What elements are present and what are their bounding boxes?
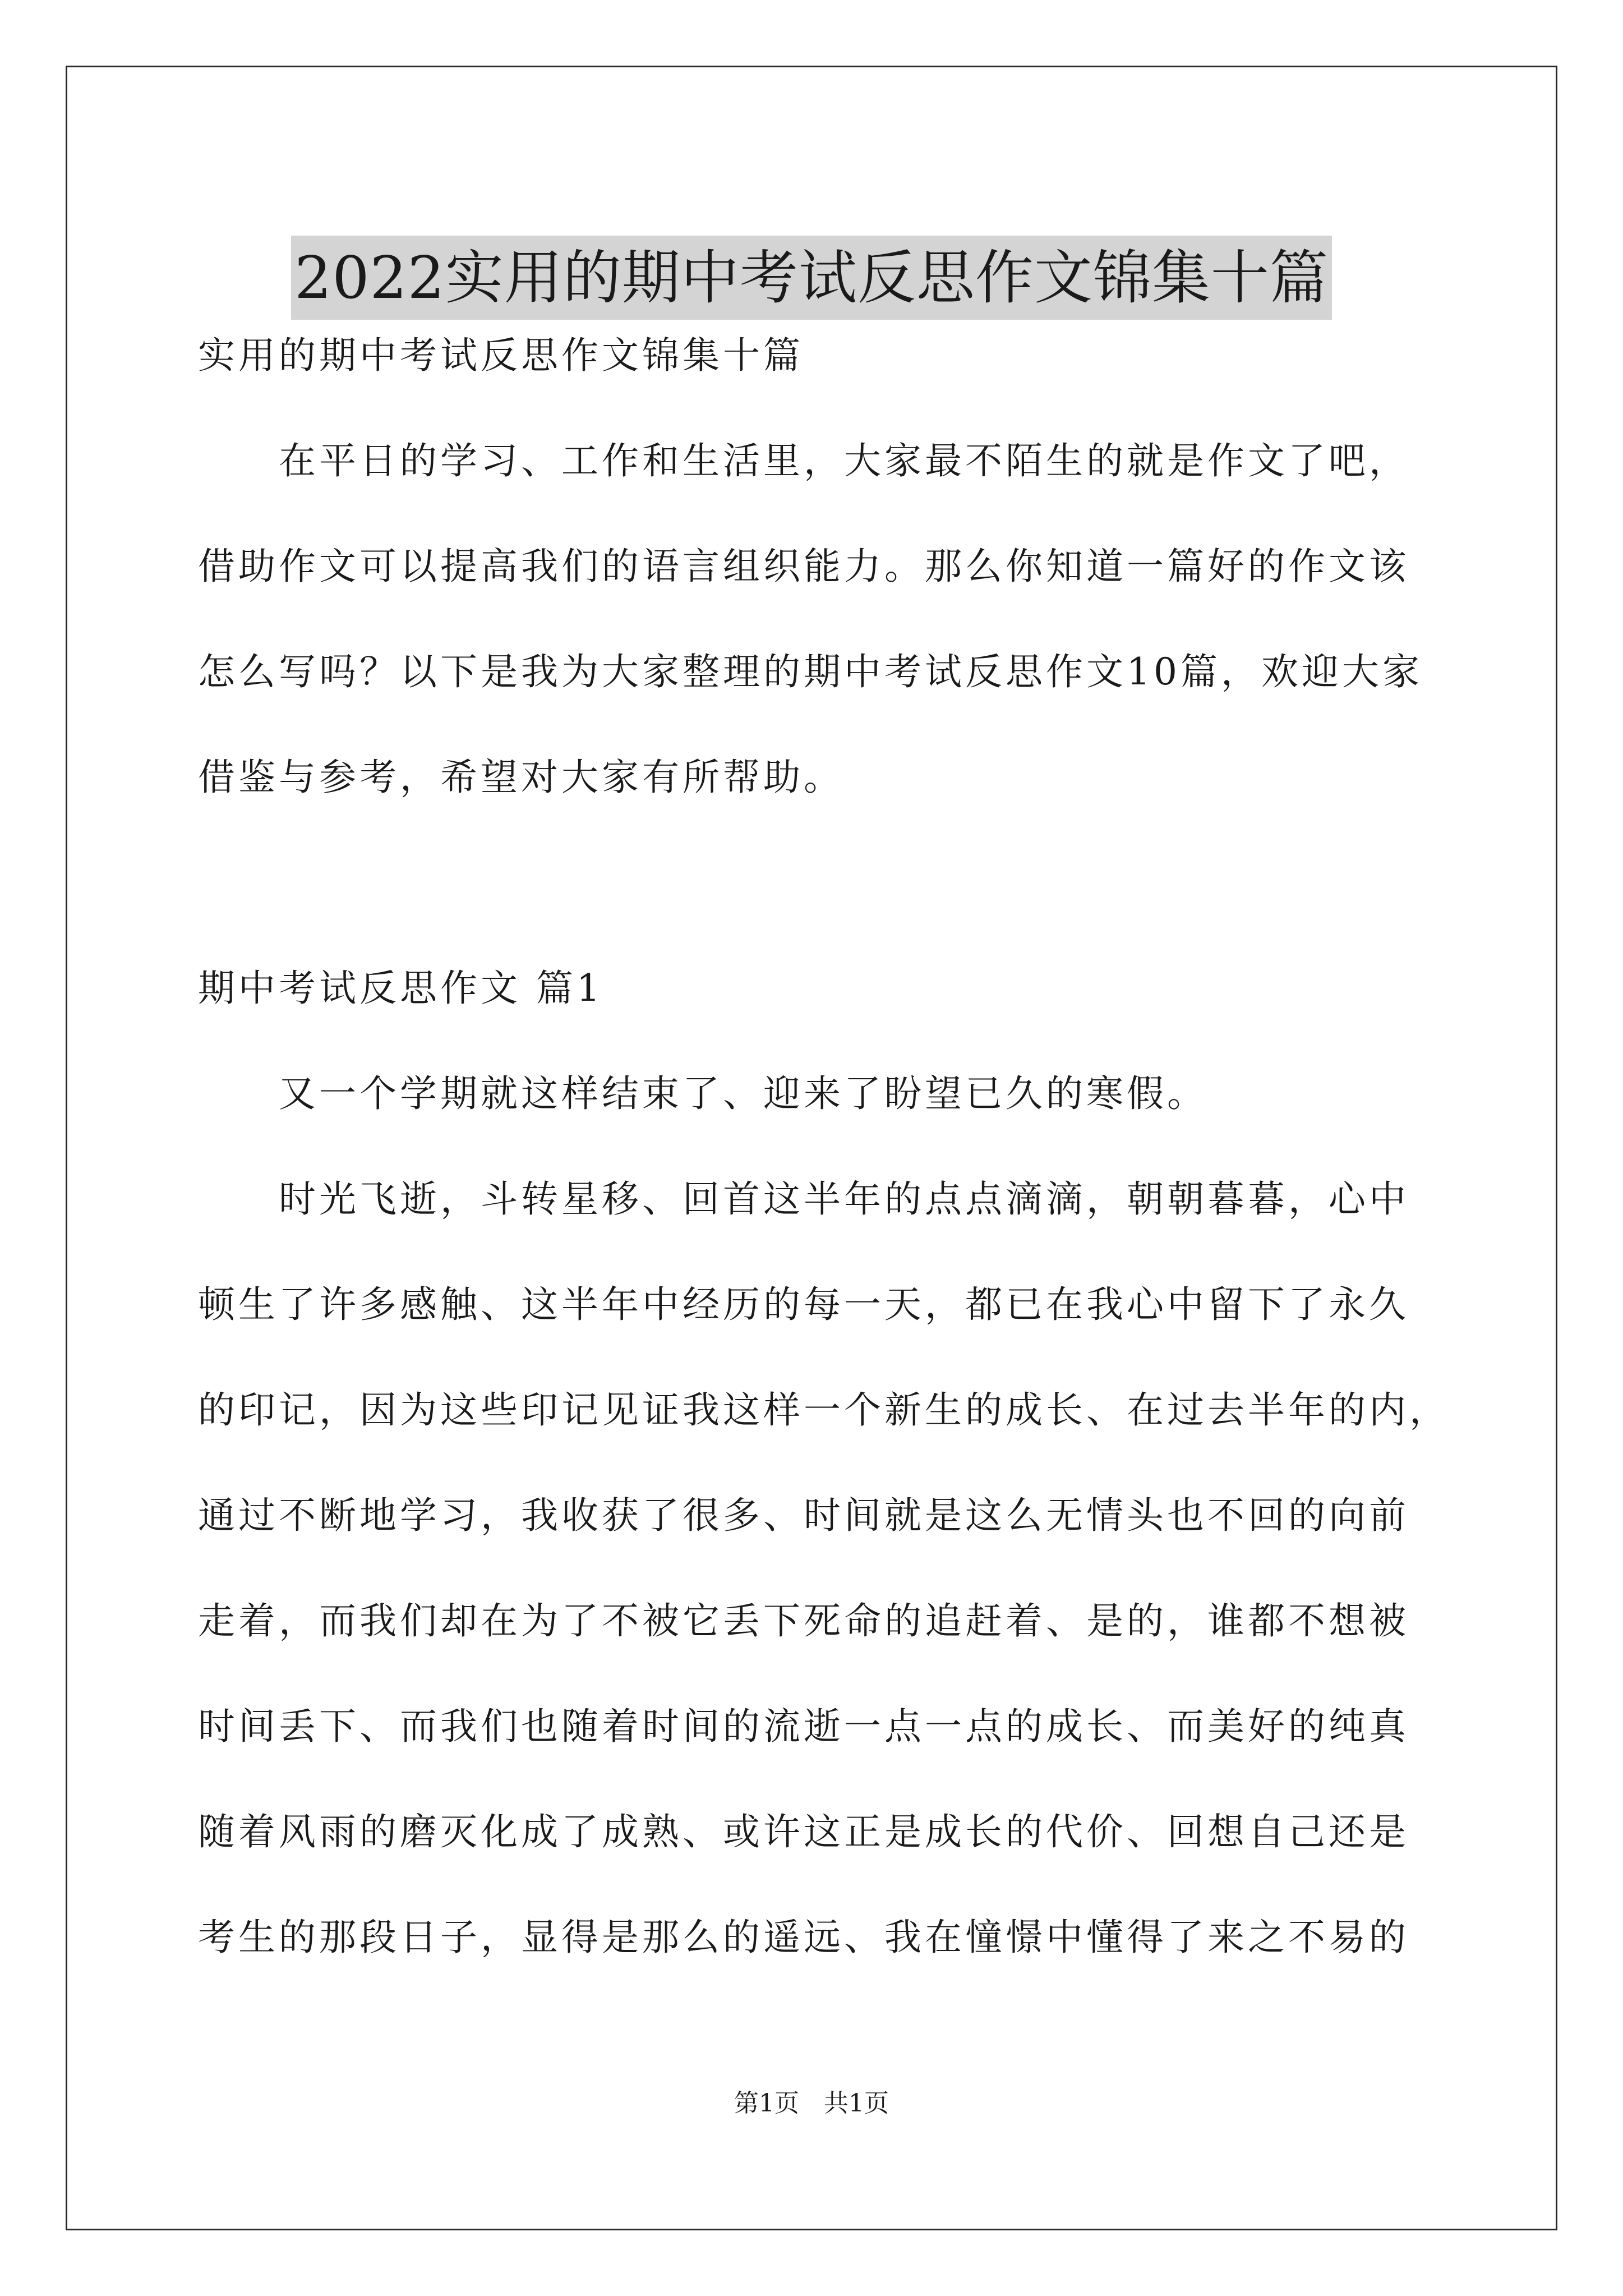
document-subtitle: 实用的期中考试反思作文锦集十篇 xyxy=(198,334,804,377)
document-title: 2022实用的期中考试反思作文锦集十篇 xyxy=(291,236,1332,320)
paragraph-line: 又一个学期就这样结束了、迎来了盼望已久的寒假。 xyxy=(279,1072,1207,1115)
intro-line: 在平日的学习、工作和生活里，大家最不陌生的就是作文了吧， xyxy=(279,439,1409,482)
paragraph-line: 走着，而我们却在为了不被它丢下死命的追赶着、是的，谁都不想被 xyxy=(198,1599,1409,1642)
intro-line: 借鉴与参考，希望对大家有所帮助。 xyxy=(198,756,844,799)
section-heading: 期中考试反思作文 篇1 xyxy=(198,967,603,1010)
paragraph-line: 顿生了许多感触、这半年中经历的每一天，都已在我心中留下了永久 xyxy=(198,1283,1409,1326)
paragraph-line: 的印记，因为这些印记见证我这样一个新生的成长、在过去半年的内， xyxy=(198,1388,1450,1432)
paragraph-line: 时间丢下、而我们也随着时间的流逝一点一点的成长、而美好的纯真 xyxy=(198,1705,1409,1748)
document-body xyxy=(198,303,1449,1990)
paragraph-line: 通过不断地学习，我收获了很多、时间就是这么无情头也不回的向前 xyxy=(198,1494,1409,1537)
paragraph-spacer xyxy=(198,830,1449,936)
intro-line: 借助作文可以提高我们的语言组织能力。那么你知道一篇好的作文该 xyxy=(198,545,1409,588)
page-footer: 第1页 共1页 xyxy=(734,2089,889,2118)
paragraph-line: 随着风雨的磨灭化成了成熟、或许这正是成长的代价、回想自己还是 xyxy=(198,1810,1409,1853)
paragraph-line: 考生的那段日子，显得是那么的遥远、我在憧憬中懂得了来之不易的 xyxy=(198,1916,1409,1959)
intro-line: 怎么写吗？以下是我为大家整理的期中考试反思作文10篇，欢迎大家 xyxy=(198,650,1423,693)
paragraph-line: 时光飞逝，斗转星移、回首这半年的点点滴滴，朝朝暮暮，心中 xyxy=(279,1177,1409,1221)
